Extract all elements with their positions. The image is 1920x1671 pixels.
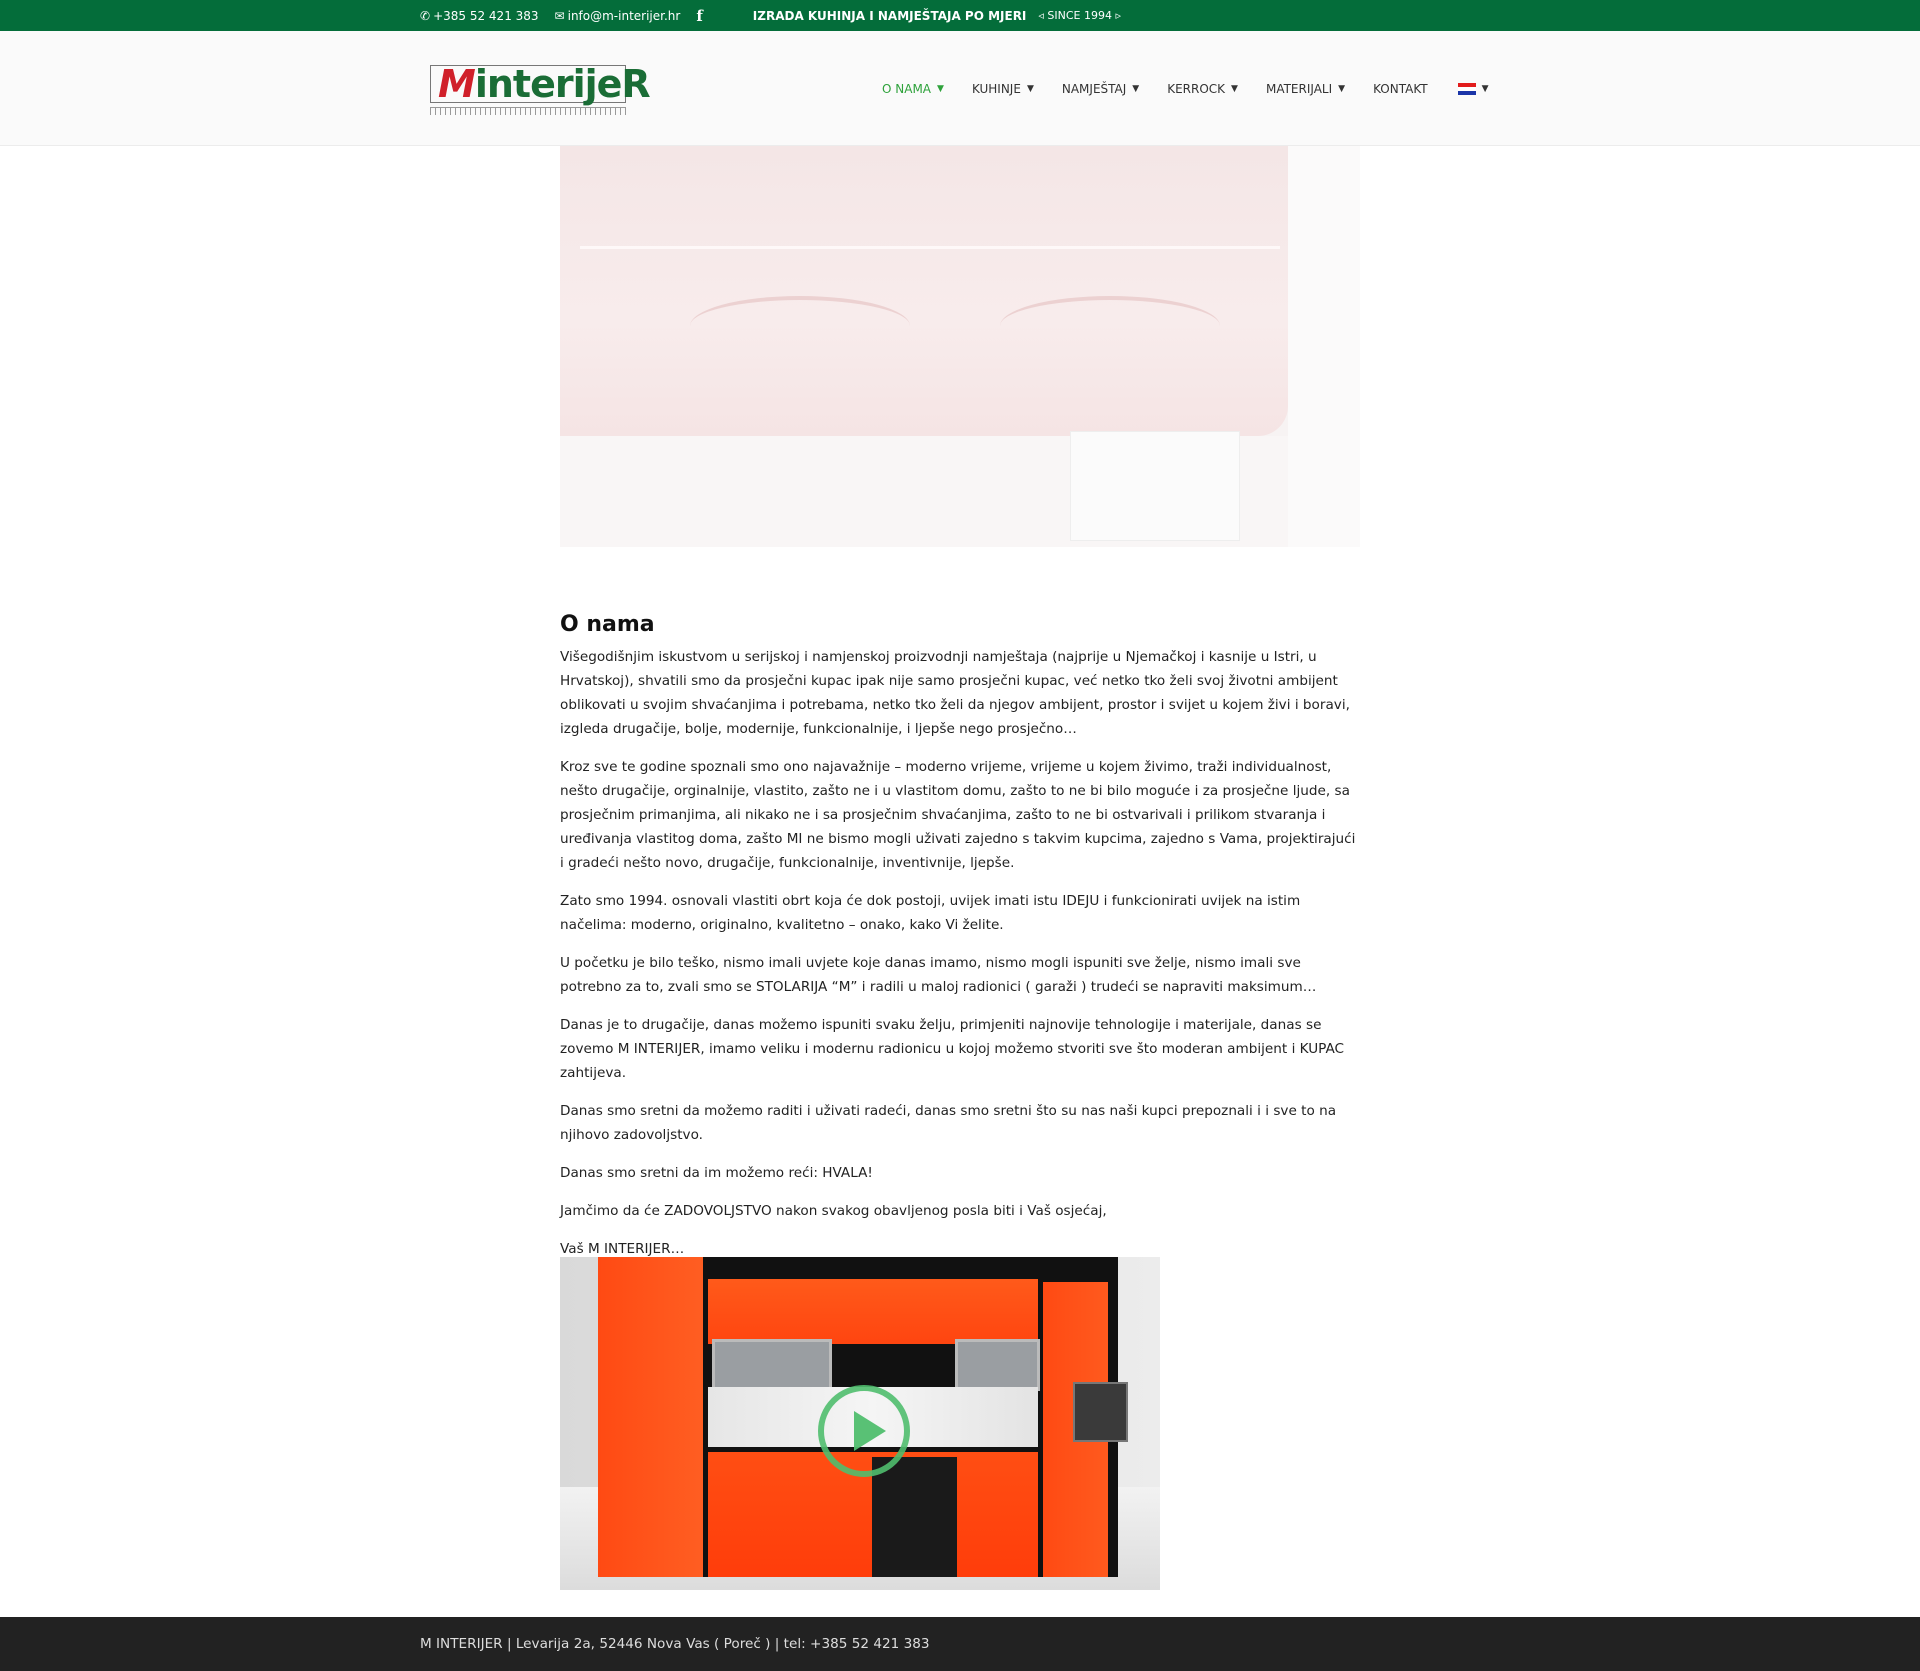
paragraph: Danas smo sretni da možemo raditi i uživati radeći, danas smo sretni što su nas naši kupci prepoznali i i sve to na njihovo zadovoljstvo. <box>560 1103 1337 1143</box>
chevron-down-icon: ▼ <box>937 83 944 94</box>
site-footer <box>0 1617 1920 1671</box>
logo-ruler <box>430 107 626 115</box>
paragraph: Danas je to drugačije, danas možemo ispuniti svaku želju, primjeniti najnovije tehnologije i materijale, danas se zovemo M INTERIJER, imamo veliku i modernu radionicu u kojoj možemo stvoriti sve što moderan ambijent i KUPAC zahtijeva. <box>560 1017 1345 1081</box>
chevron-down-icon: ▼ <box>1338 83 1346 94</box>
tagline: IZRADA KUHINJA I NAMJEŠTAJA PO MJERI <box>752 8 1027 23</box>
chevron-down-icon: ▼ <box>1132 83 1140 94</box>
phone-number: +385 52 421 383 <box>433 8 539 23</box>
site-logo[interactable] <box>426 61 650 117</box>
nav-item-o-nama[interactable]: O NAMA ▼ <box>882 81 944 96</box>
paragraph: Vaš M INTERIJER… <box>560 1241 685 1257</box>
nav-item-kuhinje[interactable]: KUHINJE ▼ <box>971 81 1034 96</box>
paragraph: Danas smo sretni da im možemo reći: HVALA! <box>560 1165 873 1181</box>
main-content <box>560 612 1360 1275</box>
logo-wordmark: MinterijeR <box>438 62 650 106</box>
paragraph: Višegodišnjim iskustvom u serijskoj i namjenskoj proizvodnji namještaja (najprije u Njemačkoj i kasnije u Istri, u Hrvatskoj), shvatili smo da prosječni kupac ipak nije samo prosječni kupac, već netko tko želi svoj životni ambijent oblikovati u svojim shvaćanjima i potrebama, netko tko želi da njegov ambijent, prostor i svijet u kojem živi i boravi, izgleda drugačije, bolje, modernije, funkcionalnije, i ljepše nego prosječno… <box>560 649 1350 737</box>
paragraph: Kroz sve te godine spoznali smo ono najavažnije – moderno vrijeme, vrijeme u kojem živimo, traži individualnost, nešto drugačije, orginalnije, vlastito, zašto ne i u vlastitom domu, zašto to ne bi bilo moguće i za prosječne ljude, sa prosječnim primanjima, ali nikako ne i sa prosječnim shvaćanjima, zašto to ne bi ostvarivali i prilikom stvaranja i uređivanja vlastitog doma, zašto MI ne bismo mogli uživati zajedno s takvim kupcima, zajedno s Vama, projektirajući i gradeći nešto novo, drugačije, funkcionalnije, inventivnije, ljepše. <box>560 759 1356 871</box>
email-address: info@m-interijer.hr <box>567 8 681 23</box>
envelope-icon: ✉ <box>554 8 565 23</box>
email-link[interactable] <box>555 9 681 23</box>
nav-item-kerrock[interactable]: KERROCK ▼ <box>1167 81 1238 96</box>
site-header <box>0 31 1920 146</box>
hero-backsplash <box>560 146 1288 436</box>
page-title: O nama <box>560 612 655 637</box>
chevron-down-icon: ▼ <box>1026 83 1034 94</box>
footer-text: M INTERIJER | Levarija 2a, 52446 Nova Vas ( Poreč ) | tel: +385 52 421 383 <box>420 1636 930 1652</box>
hero-kitchen-image <box>560 146 1360 547</box>
paragraph: U početku je bilo teško, nismo imali uvjete koje danas imamo, nismo mogli ispuniti sve želje, nismo imali sve potrebno za to, zvali smo se STOLARIJA “M” i radili u maloj radionici ( garaži ) trudeći se napraviti maksimum… <box>560 955 1317 995</box>
croatian-flag-icon[interactable] <box>1458 83 1476 95</box>
phone-link[interactable] <box>420 9 539 23</box>
paragraph: Zato smo 1994. osnovali vlastiti obrt koja će dok postoji, uvijek imati istu IDEJU i funkcionirati uvijek na istim načelima: moderno, originalno, kvalitetno – onako, kako Vi želite. <box>560 893 1301 933</box>
nav-item-kontakt[interactable]: KONTAKT <box>1373 81 1428 96</box>
since-text: ◃ SINCE 1994 ▹ <box>1038 9 1122 22</box>
chevron-down-icon[interactable]: ▼ <box>1481 83 1489 94</box>
top-bar <box>0 0 1920 31</box>
nav-item-materijali[interactable]: MATERIJALI ▼ <box>1265 81 1346 96</box>
phone-icon: ✆ <box>420 8 431 23</box>
paragraph: Jamčimo da će ZADOVOLJSTVO nakon svakog obavljenog posla biti i Vaš osjećaj, <box>560 1203 1107 1219</box>
play-icon[interactable] <box>818 1385 910 1477</box>
main-nav <box>882 31 1489 146</box>
chevron-down-icon: ▼ <box>1231 83 1238 94</box>
facebook-icon[interactable]: f <box>696 6 703 25</box>
nav-item-namjestaj[interactable]: NAMJEŠTAJ ▼ <box>1061 81 1140 96</box>
video-player[interactable] <box>560 1257 1160 1590</box>
